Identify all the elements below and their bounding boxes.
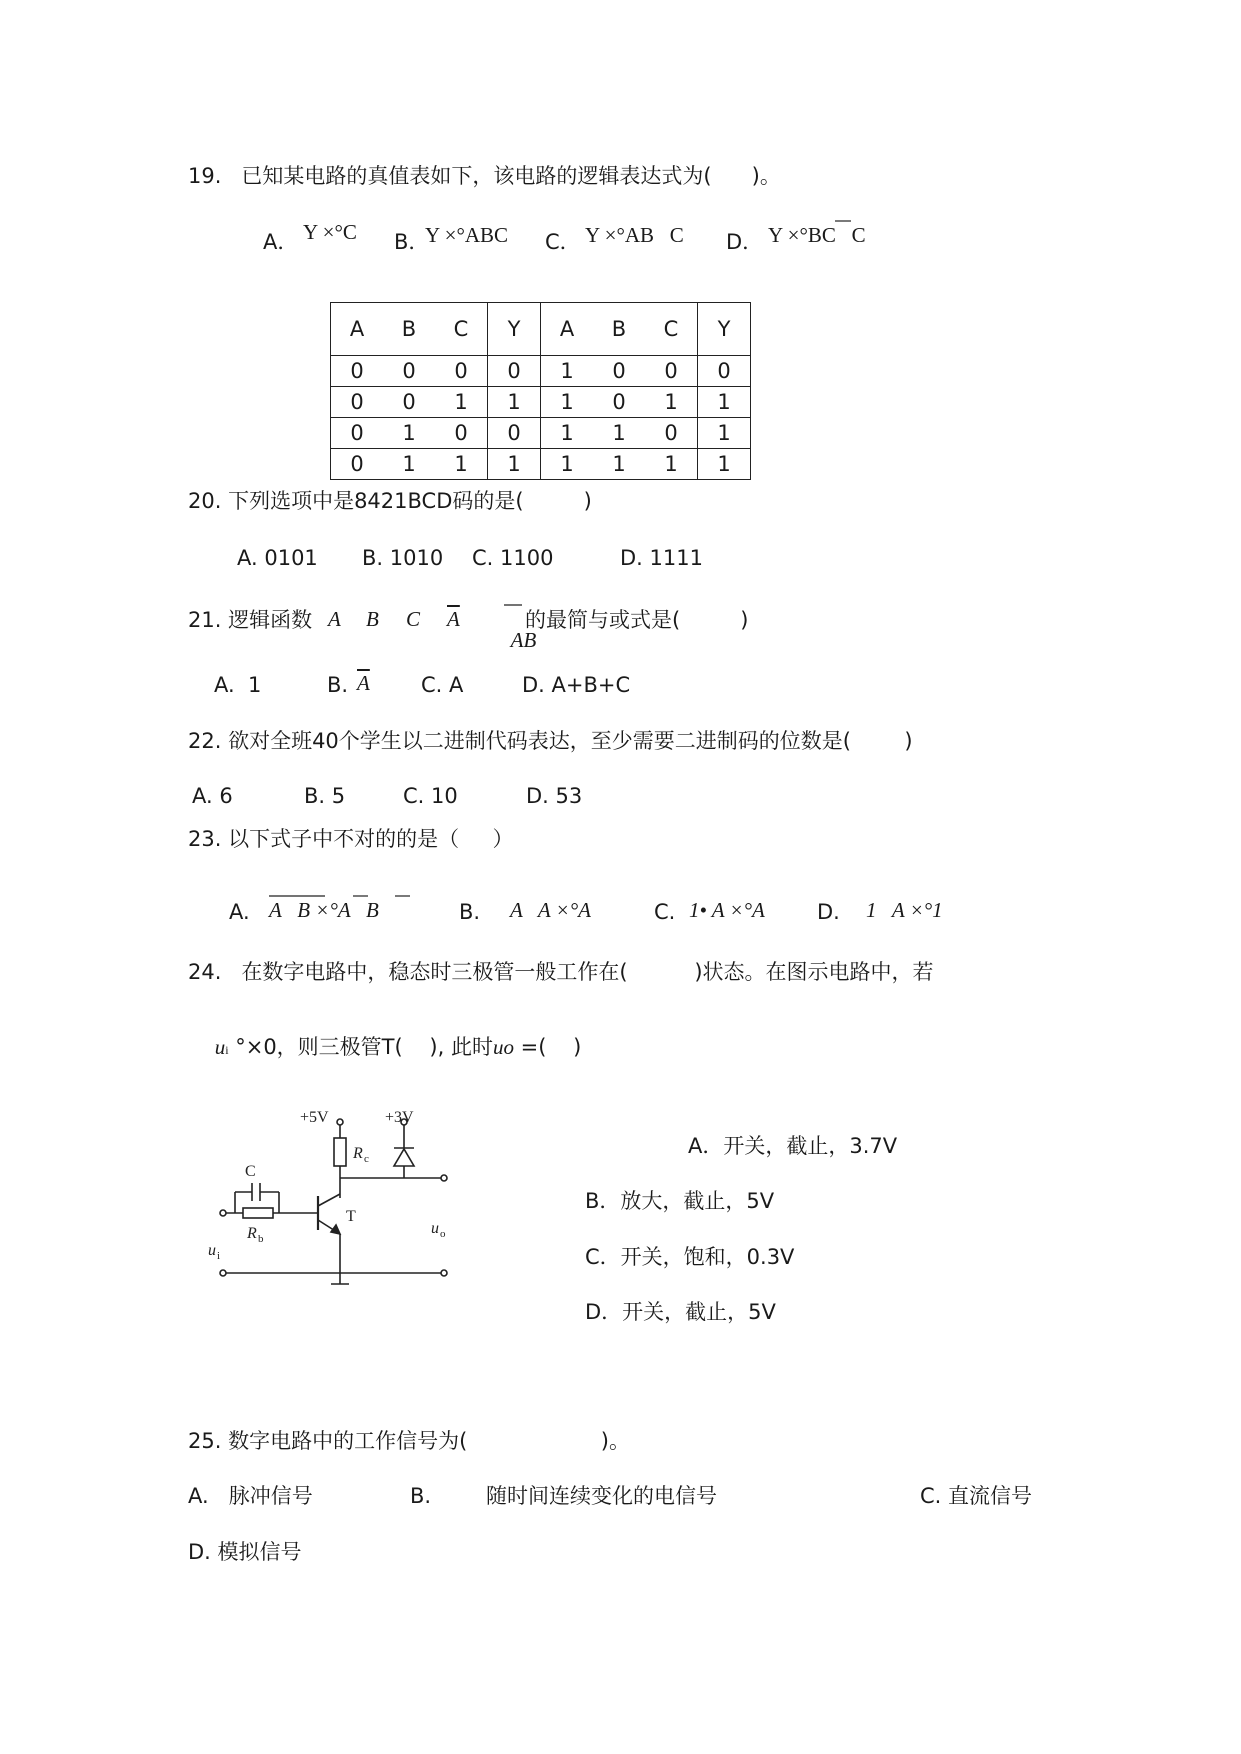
input-subscript: i [217,1250,221,1262]
output-terminal-top [441,1175,447,1181]
truth-table-cell: 1 [488,387,541,418]
truth-table-cell: 0 [331,356,384,387]
truth-table [330,302,751,480]
truth-table-cell: 1 [541,387,594,418]
rc-resistor [334,1138,346,1166]
q21-expr-term-not-a: $\overline{A}$ [447,607,460,631]
q25-option-c: C. 直流信号 [920,1484,1033,1508]
q25-option-b-text: 随时间连续变化的电信号 [486,1484,717,1508]
truth-table-cell: 0 [593,356,645,387]
q23-option-a-expr: A B ×°A B [269,898,379,922]
truth-table-cell: 0 [645,418,698,449]
q24-option-a: A．开关，截止，3.7V [688,1134,898,1158]
output-subscript: o [440,1228,446,1240]
q19-option-b-expr: Y ×°ABC [425,223,509,247]
vcc-terminal [337,1119,343,1125]
rb-subscript: b [258,1233,264,1245]
q20-option-d: D. 1111 [620,546,703,570]
truth-table-cell: 0 [435,418,488,449]
q24-option-c: C．开关，饱和，0.3V [585,1245,795,1269]
truth-table-row [331,387,751,418]
truth-table-cell: 1 [383,449,435,480]
truth-table-cell: 1 [593,418,645,449]
q21-option-a: A. 1 [214,673,262,697]
input-label: u [208,1242,216,1259]
truth-table-cell: 0 [383,356,435,387]
q23-option-c-label: C. [654,900,676,924]
q23-option-c-expr: 1• A ×°A [689,898,765,922]
rc-subscript: c [364,1153,369,1165]
q19-option-d-label: D． [726,230,764,254]
q25-option-a: A. 脉冲信号 [188,1484,313,1508]
q19-option-b-label: B． [394,230,430,254]
truth-table-cell: 1 [698,418,751,449]
truth-table-cell: 1 [541,449,594,480]
emitter-arrow [331,1225,340,1234]
transistor-circuit-diagram [205,1108,465,1308]
rb-resistor [243,1208,273,1218]
q22-option-a: A. 6 [192,784,233,808]
truth-table-header-cell: C [645,303,698,356]
q20-option-b: B. 1010 [362,546,444,570]
truth-table-row [331,449,751,480]
q21-option-b: B. [327,673,349,697]
truth-table-cell: 0 [593,387,645,418]
diode [394,1149,414,1166]
output-label: u [431,1220,439,1237]
truth-table-cell: 0 [383,387,435,418]
question-24-stem-line1: 24. 在数字电路中，稳态时三极管一般工作在( )状态。在图示电路中，若 [188,960,934,984]
q21-option-d: D. A+B+C [522,673,631,697]
truth-table-cell: 1 [541,356,594,387]
question-22-stem: 22. 欲对全班40个学生以二进制代码表达，至少需要二进制码的位数是( ) [188,729,913,753]
truth-table-row [331,356,751,387]
q25-option-b-label: B. [410,1484,432,1508]
truth-table-row [331,418,751,449]
output-ground-terminal [441,1270,447,1276]
truth-table-header-cell: B [593,303,645,356]
rb-label: R [247,1225,257,1242]
q23-option-d-expr: 1 A ×°1 [866,898,943,922]
vcc-label: +5V [300,1109,329,1126]
truth-table-cell: 1 [593,449,645,480]
q21-option-c: C. A [421,673,464,697]
q22-option-b: B. 5 [304,784,346,808]
truth-table-cell: 1 [645,387,698,418]
input-ground-terminal [220,1270,226,1276]
q22-option-d: D. 53 [526,784,583,808]
q21-option-b-expr: $\overline{A}$ [357,671,370,695]
capacitor-label: C [245,1163,256,1180]
question-21-stem-suffix: 的最简与或式是( ) [525,608,749,632]
truth-table-cell: 0 [331,418,384,449]
q19-option-c-label: C． [545,230,581,254]
q23-option-d-label: D. [817,900,840,924]
question-19-stem: 19. 已知某电路的真值表如下，该电路的逻辑表达式为( )。 [188,164,781,188]
question-23-stem: 23. 以下式子中不对的的是（ ） [188,827,514,851]
truth-table-header-cell: A [541,303,594,356]
rc-label: R [353,1145,363,1162]
question-24-stem-line2: ui °×0，则三极管T( ), 此时uo =( ) [214,1035,582,1059]
truth-table-header-cell: C [435,303,488,356]
truth-table-cell: 1 [435,449,488,480]
truth-table-cell: 1 [488,449,541,480]
transistor-label: T [346,1208,356,1225]
truth-table-cell: 0 [645,356,698,387]
q21-expr-term-ab: AB [510,628,537,652]
q21-expr-term: A [328,607,341,631]
truth-table-header-cell: Y [698,303,751,356]
q24-option-d: D．开关，截止，5V [585,1300,776,1324]
truth-table-cell: 0 [435,356,488,387]
q23-option-b-label: B. [459,900,481,924]
input-terminal [220,1210,226,1216]
q23-option-b-expr: A A ×°A [510,898,591,922]
q19-option-c-expr: Y ×°AB C [585,223,684,247]
truth-table-cell: 1 [698,387,751,418]
truth-table-cell: 1 [383,418,435,449]
truth-table-cell: 0 [698,356,751,387]
truth-table-cell: 1 [698,449,751,480]
question-25-stem: 25. 数字电路中的工作信号为( )。 [188,1429,630,1453]
truth-table-header-cell: B [383,303,435,356]
vd-label: +3V [385,1109,414,1126]
truth-table-cell: 1 [645,449,698,480]
truth-table-cell: 0 [331,387,384,418]
truth-table-cell: 1 [541,418,594,449]
q23-option-a-label: A. [229,900,250,924]
truth-table-cell: 0 [488,418,541,449]
q21-expr-term: B [366,607,379,631]
question-20-stem: 20. 下列选项中是8421BCD码的是( ) [188,489,592,513]
q19-option-a-label: A． [263,230,299,254]
truth-table-header-cell: A [331,303,384,356]
q25-option-d: D. 模拟信号 [188,1540,302,1564]
q19-option-a-expr: Y ×°C [303,220,357,244]
truth-table-cell: 0 [331,449,384,480]
truth-table-header [331,303,751,356]
truth-table-cell: 1 [435,387,488,418]
q20-option-a: A. 0101 [237,546,318,570]
truth-table-header-cell: Y [488,303,541,356]
truth-table-cell: 0 [488,356,541,387]
q20-option-c: C. 1100 [472,546,554,570]
q19-option-d-expr: Y ×°BC C [768,223,866,247]
q24-option-b: B．放大，截止，5V [585,1189,775,1213]
question-21-stem-prefix: 21. 逻辑函数 [188,608,313,632]
q21-expr-term: C [406,607,421,631]
q22-option-c: C. 10 [403,784,458,808]
